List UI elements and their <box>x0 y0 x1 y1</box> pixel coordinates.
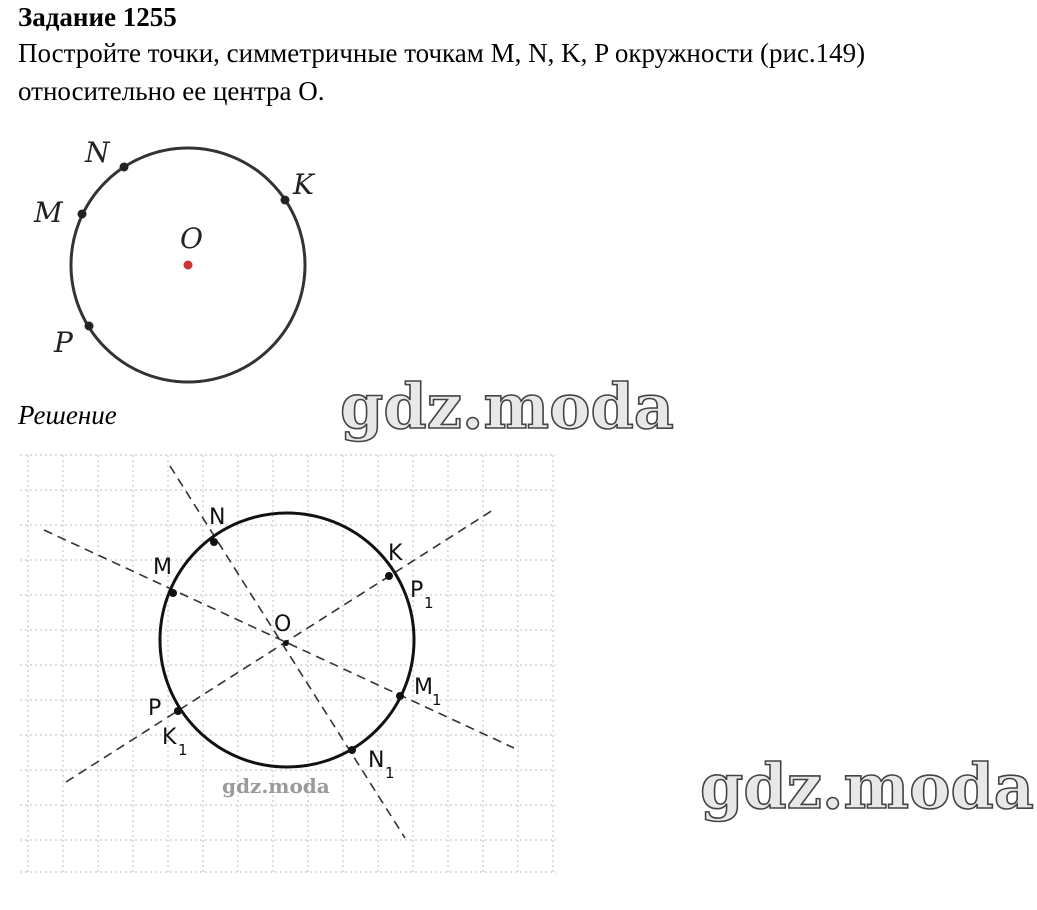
fig149-label-k: K <box>293 168 314 201</box>
point-m1 <box>396 692 404 700</box>
fig149-label-p: P <box>54 326 73 359</box>
label-m: M <box>153 555 172 580</box>
watermark-small: gdz.moda <box>222 774 330 798</box>
solution-figure <box>20 455 556 872</box>
line-m-m1 <box>44 530 514 748</box>
line-k-k1 <box>66 510 493 782</box>
task-text-line-1: Постройте точки, симметричные точкам M, N, K, P окружности (рис.149) <box>18 38 866 68</box>
grid <box>20 455 556 872</box>
point-m <box>169 589 177 597</box>
fig149-label-n: N <box>85 136 110 169</box>
label-n1-index: 1 <box>385 764 395 782</box>
solution-label: Решение <box>18 400 117 430</box>
point-n1 <box>348 746 356 754</box>
fig149-point-k <box>281 196 290 205</box>
point-o <box>283 640 289 646</box>
figure-149 <box>33 136 316 382</box>
label-p1: P <box>410 578 424 603</box>
label-n: N <box>209 505 226 530</box>
label-m1-index: 1 <box>432 691 442 709</box>
solution-circle <box>160 513 414 767</box>
fig149-point-n <box>120 163 129 172</box>
fig149-point-m <box>78 210 87 219</box>
point-p-k1 <box>174 707 182 715</box>
label-k1-index: 1 <box>178 741 188 759</box>
fig149-point-p <box>85 322 94 331</box>
fig149-label-m: M <box>34 196 63 229</box>
label-m1: M <box>414 675 433 700</box>
task-text-line-2: относительно ее центра O. <box>18 76 325 106</box>
label-n1: N <box>368 748 385 773</box>
label-o: O <box>274 612 292 637</box>
point-n <box>210 538 218 546</box>
fig149-label-o: O <box>180 222 203 255</box>
label-p: P <box>148 696 162 721</box>
point-k <box>385 572 393 580</box>
fig149-center-o <box>184 261 193 270</box>
label-p1-index: 1 <box>424 594 434 612</box>
watermark-bottom: gdz.moda <box>700 750 1034 823</box>
watermark-top: gdz.moda <box>340 370 674 443</box>
task-title: Задание 1255 <box>18 2 177 32</box>
label-k1: K <box>162 725 177 750</box>
label-k: K <box>388 541 403 566</box>
